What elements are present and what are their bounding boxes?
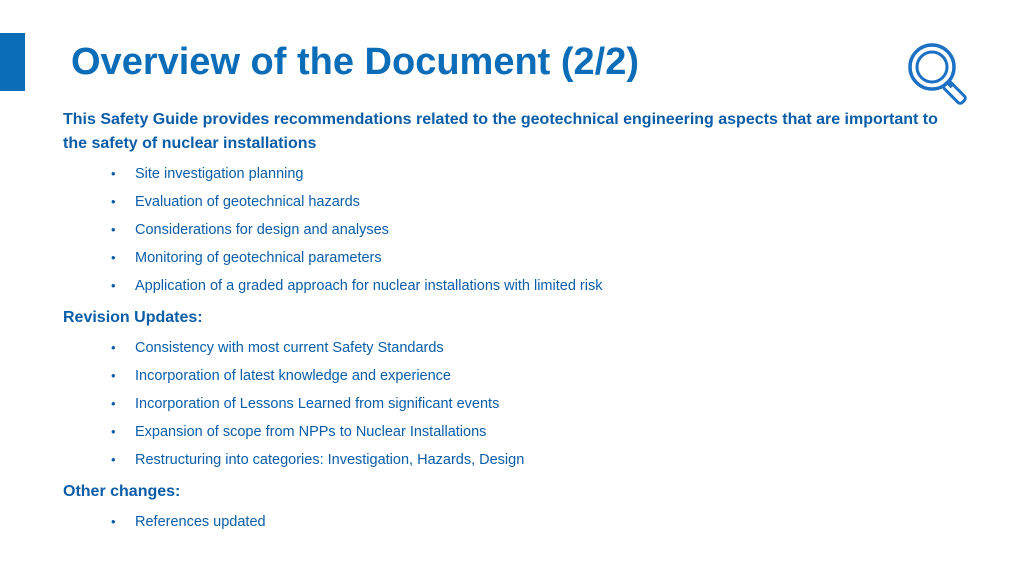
bullet-icon: • (111, 340, 116, 355)
revision-heading: Revision Updates: (63, 309, 203, 326)
list-item: • Incorporation of Lessons Learned from significant events (111, 390, 963, 418)
bullet-icon: • (111, 166, 116, 181)
list-item: • Expansion of scope from NPPs to Nuclear Installations (111, 418, 963, 446)
bullet-icon: • (111, 278, 116, 293)
bullet-icon: • (111, 194, 116, 209)
title-accent-bar (0, 33, 25, 91)
magnifier-icon (906, 41, 972, 105)
bullet-icon: • (111, 514, 116, 529)
list-item: • Evaluation of geotechnical hazards (111, 188, 963, 216)
list-item: • Restructuring into categories: Investigation, Hazards, Design (111, 446, 963, 474)
bullet-icon: • (111, 424, 116, 439)
intro-list (63, 160, 963, 300)
bullet-icon: • (111, 368, 116, 383)
list-item: • Monitoring of geotechnical parameters (111, 244, 963, 272)
page-title: Overview of the Document (2/2) (71, 41, 640, 83)
revision-list (63, 334, 963, 474)
slide-content (63, 108, 963, 536)
list-item: • Consistency with most current Safety Standards (111, 334, 963, 362)
list-item: • Site investigation planning (111, 160, 963, 188)
bullet-icon: • (111, 396, 116, 411)
bullet-icon: • (111, 222, 116, 237)
other-changes-list (63, 508, 963, 536)
list-item: • Incorporation of latest knowledge and experience (111, 362, 963, 390)
list-item: • Considerations for design and analyses (111, 216, 963, 244)
list-item: • References updated (111, 508, 963, 536)
bullet-icon: • (111, 250, 116, 265)
other-changes-heading: Other changes: (63, 483, 181, 500)
intro-text: This Safety Guide provides recommendations related to the geotechnical engineering aspects that are important to the safety of nuclear installations (63, 111, 938, 152)
list-item: • Application of a graded approach for nuclear installations with limited risk (111, 272, 963, 300)
bullet-icon: • (111, 452, 116, 467)
